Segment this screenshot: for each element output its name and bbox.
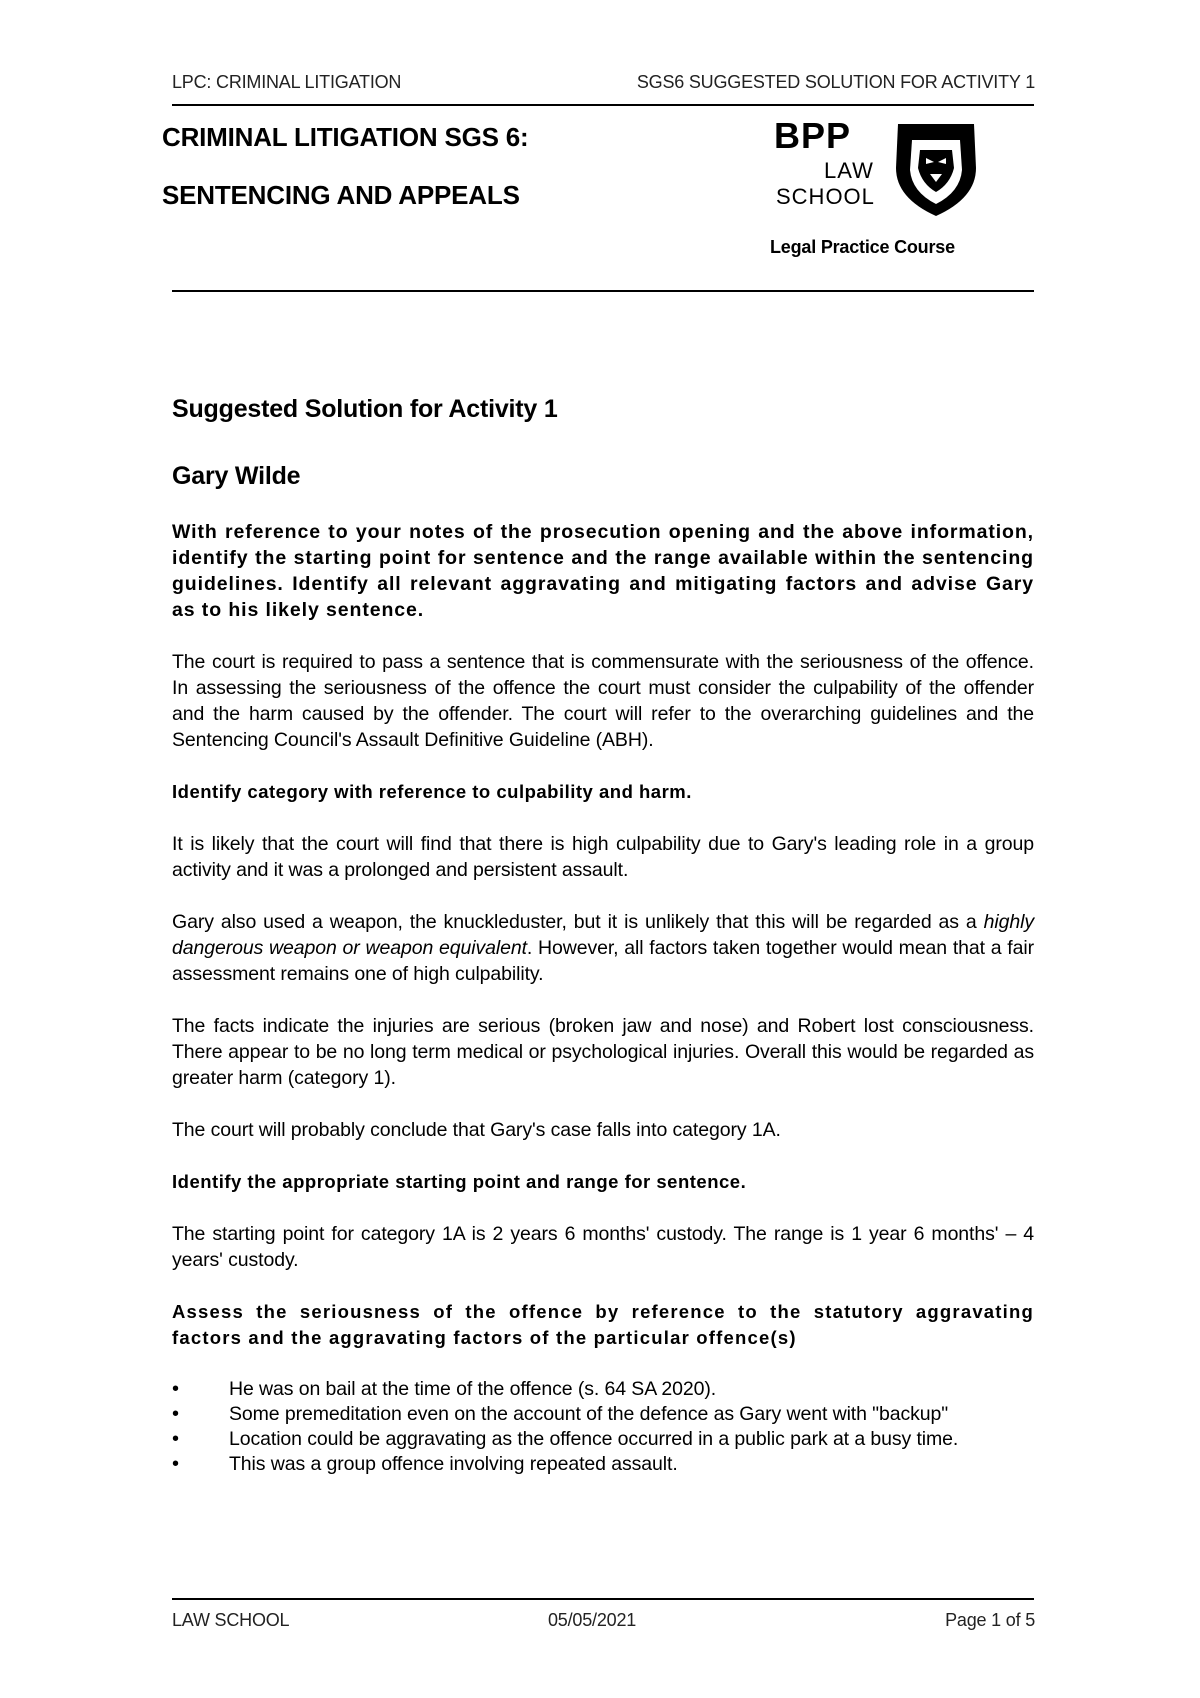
- paragraph-category-conclusion: The court will probably conclude that Gary's case falls into category 1A.: [172, 1119, 781, 1141]
- question-text: With reference to your notes of the prosecution opening and the above information, identify the starting point for sentence and the range available within the sentencing guidelines. Identify all relevant aggravating and mitigating factors and advise Gary as to his likely sentence.: [172, 521, 1034, 621]
- case-name-heading: Gary Wilde: [172, 462, 301, 490]
- document-body: [172, 395, 1034, 1477]
- list-item-text: Location could be aggravating as the offence occurred in a public park at a busy time.: [229, 1428, 959, 1450]
- bullet-icon: •: [172, 1428, 179, 1450]
- paragraph-harm: The facts indicate the injuries are serious (broken jaw and nose) and Robert lost consciousness. There appear to be no long term medical or psychological injuries. Overall this would be regarded as greater harm (category 1).: [172, 1015, 1034, 1089]
- logo-line-school: SCHOOL: [776, 184, 875, 209]
- paragraph-weapon-part-1: Gary also used a weapon, the knuckleduster, but it is unlikely that this will be regarded as a: [172, 911, 984, 933]
- page-number: Page 1 of 5: [945, 1610, 1035, 1630]
- aggravating-factors-list: [172, 1377, 1034, 1477]
- bullet-icon: •: [172, 1378, 179, 1400]
- header-rule: [172, 104, 1034, 106]
- subheading-starting-point: Identify the appropriate starting point and range for sentence.: [172, 1171, 747, 1192]
- footer-date: 05/05/2021: [548, 1610, 637, 1630]
- paragraph-starting-point: The starting point for category 1A is 2 years 6 months' custody. The range is 1 year 6 months' – 4 years' custody.: [172, 1223, 1034, 1271]
- footer-rule: [172, 1598, 1034, 1600]
- list-item-text: He was on bail at the time of the offence (s. 64 SA 2020).: [229, 1378, 717, 1400]
- list-item: [172, 1452, 1034, 1477]
- lion-head-icon: [890, 118, 982, 218]
- subheading-aggravating-factors: Assess the seriousness of the offence by reference to the statutory aggravating factors and the aggravating factors of the particular offence(s): [172, 1301, 1034, 1348]
- paragraph-weapon-emphasis: highly dangerous weapon or weapon equivalent: [172, 911, 1034, 959]
- solution-heading: Suggested Solution for Activity 1: [172, 395, 558, 423]
- footer-left: LAW SCHOOL: [172, 1610, 290, 1630]
- list-item-text: This was a group offence involving repeated assault.: [229, 1453, 678, 1475]
- running-header-right: SGS6 SUGGESTED SOLUTION FOR ACTIVITY 1: [636, 72, 1035, 92]
- list-item: [172, 1402, 1034, 1427]
- logo-brand: BPP: [774, 115, 852, 156]
- subheading-category: Identify category with reference to culpability and harm.: [172, 781, 692, 802]
- running-header-left: LPC: CRIMINAL LITIGATION: [172, 72, 402, 92]
- paragraph-seriousness: The court is required to pass a sentence that is commensurate with the seriousness of the offence. In assessing the seriousness of the offence the court must consider the culpability of the offender and the harm caused by the offender. The court will refer to the overarching guidelines and the Sentencing Council's Assault Definitive Guideline (ABH).: [172, 651, 1034, 751]
- title-block-rule: [172, 290, 1034, 292]
- document-title-line-1: CRIMINAL LITIGATION SGS 6:: [162, 122, 529, 152]
- list-item: [172, 1427, 1034, 1452]
- paragraph-weapon-part-2: . However, all factors taken together would mean that a fair assessment remains one of high culpability.: [172, 937, 1034, 985]
- bullet-icon: •: [172, 1403, 179, 1425]
- bpp-law-school-logo: [774, 115, 982, 218]
- paragraph-weapon: [172, 909, 1034, 987]
- logo-line-law: LAW: [824, 158, 874, 183]
- document-title-line-2: SENTENCING AND APPEALS: [162, 180, 520, 210]
- list-item-text: Some premeditation even on the account of the defence as Gary went with "backup": [229, 1403, 949, 1425]
- list-item: [172, 1377, 1034, 1402]
- paragraph-culpability: It is likely that the court will find that there is high culpability due to Gary's leading role in a group activity and it was a prolonged and persistent assault.: [172, 833, 1034, 881]
- bullet-icon: •: [172, 1453, 179, 1475]
- course-label: Legal Practice Course: [770, 237, 955, 257]
